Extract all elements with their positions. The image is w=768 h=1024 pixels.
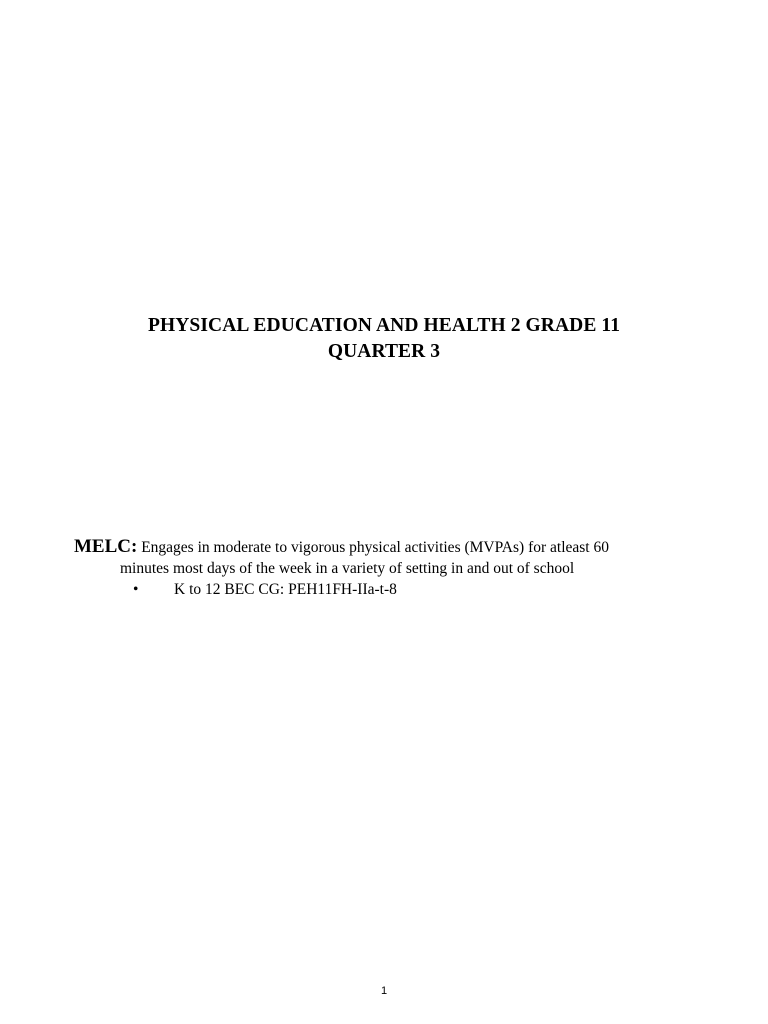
title-line-quarter: QUARTER 3: [327, 341, 441, 362]
curriculum-code-text: K to 12 BEC CG: PEH11FH-IIa-t-8: [174, 581, 397, 598]
document-title: [0, 313, 768, 365]
melc-label: MELC:: [74, 536, 138, 557]
title-line-subject: PHYSICAL EDUCATION AND HEALTH 2 GRADE 11: [147, 315, 621, 336]
melc-statement: [74, 536, 704, 558]
curriculum-code-item: [74, 579, 704, 600]
melc-section: [74, 536, 704, 600]
bullet-icon: •: [133, 581, 139, 598]
melc-text-line2: minutes most days of the week in a variety of setting in and out of school: [120, 560, 575, 577]
melc-text-line1: Engages in moderate to vigorous physical activities (MVPAs) for atleast 60: [137, 539, 609, 556]
page-number: 1: [380, 985, 388, 997]
